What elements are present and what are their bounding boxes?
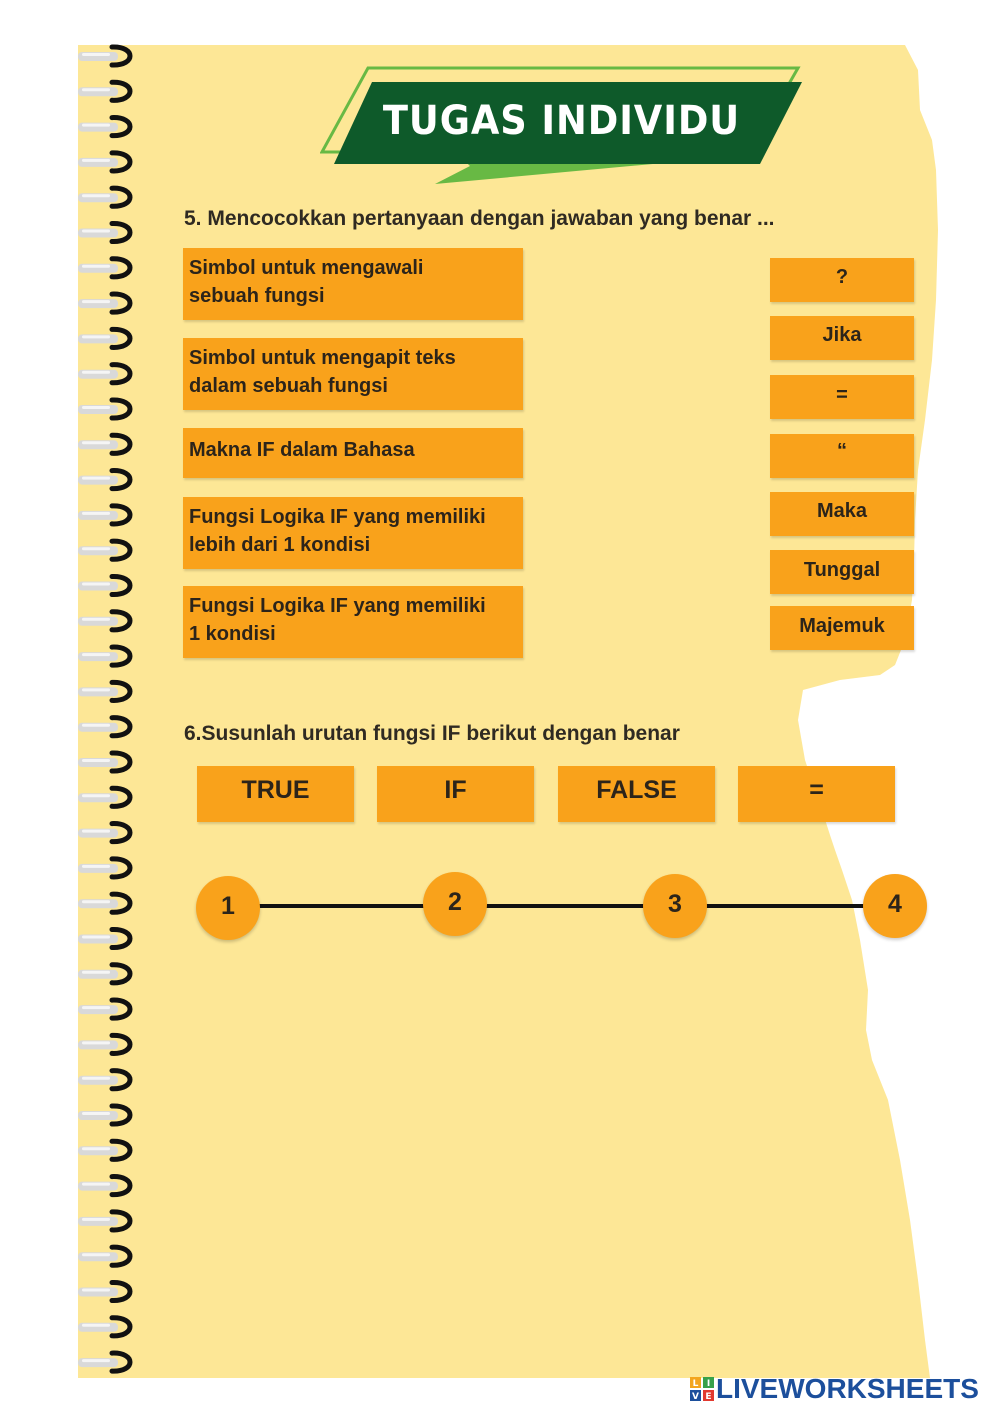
- liveworksheets-logo-icon: [690, 1377, 714, 1401]
- match-question-1-line2: sebuah fungsi: [189, 285, 325, 307]
- spiral-ring: [78, 894, 130, 912]
- svg-text:E: E: [705, 1392, 712, 1401]
- spiral-ring: [78, 1000, 130, 1018]
- svg-text:I: I: [706, 1379, 711, 1389]
- spiral-ring: [78, 1141, 130, 1159]
- match-answer-3[interactable]: =: [770, 375, 914, 419]
- spiral-ring: [78, 471, 130, 489]
- svg-text:V: V: [692, 1392, 699, 1401]
- spiral-ring: [78, 541, 130, 559]
- match-answer-4[interactable]: “: [770, 434, 914, 478]
- spiral-ring: [78, 1318, 130, 1336]
- spiral-ring: [78, 612, 130, 630]
- order-number-line: [195, 870, 935, 945]
- order-slot-3[interactable]: 3: [643, 874, 707, 938]
- spiral-ring: [78, 294, 130, 312]
- match-question-1[interactable]: [183, 248, 523, 320]
- spiral-ring: [78, 1353, 130, 1371]
- number-line-connector: [195, 870, 935, 945]
- spiral-ring: [78, 188, 130, 206]
- spiral-ring: [78, 965, 130, 983]
- spiral-ring: [78, 1035, 130, 1053]
- match-answer-1[interactable]: ?: [770, 258, 914, 302]
- match-question-4-line1: Fungsi Logika IF yang memiliki: [189, 506, 486, 528]
- match-answer-5[interactable]: Maka: [770, 492, 914, 536]
- spiral-ring: [78, 576, 130, 594]
- spiral-ring: [78, 1177, 130, 1195]
- order-option-false[interactable]: FALSE: [558, 766, 715, 822]
- spiral-ring: [78, 329, 130, 347]
- spiral-ring: [78, 435, 130, 453]
- match-question-3-line1: Makna IF dalam Bahasa: [189, 439, 415, 461]
- match-question-4-line2: lebih dari 1 kondisi: [189, 534, 371, 556]
- match-question-5-line2: 1 kondisi: [189, 623, 276, 645]
- match-question-2-line1: Simbol untuk mengapit teks: [189, 347, 456, 369]
- order-slot-1[interactable]: 1: [196, 876, 260, 940]
- spiral-ring: [78, 824, 130, 842]
- spiral-ring: [78, 647, 130, 665]
- match-question-5-line1: Fungsi Logika IF yang memiliki: [189, 595, 486, 617]
- liveworksheets-wordmark: LIVEWORKSHEETS: [716, 1373, 979, 1404]
- order-slot-4[interactable]: 4: [863, 874, 927, 938]
- spiral-binding: [78, 44, 148, 1384]
- spiral-ring: [78, 47, 130, 65]
- spiral-ring: [78, 506, 130, 524]
- match-answer-6[interactable]: Tunggal: [770, 550, 914, 594]
- spiral-ring: [78, 400, 130, 418]
- spiral-ring: [78, 682, 130, 700]
- spiral-ring: [78, 718, 130, 736]
- page-title: TUGAS INDIVIDU: [382, 98, 741, 144]
- question-6-heading: 6.Susunlah urutan fungsi IF berikut dengan benar: [184, 722, 680, 745]
- spiral-ring: [78, 859, 130, 877]
- spiral-ring: [78, 1071, 130, 1089]
- match-question-5[interactable]: [183, 586, 523, 658]
- match-question-1-line1: Simbol untuk mengawali: [189, 257, 424, 279]
- order-option-true[interactable]: TRUE: [197, 766, 354, 822]
- order-slot-2[interactable]: 2: [423, 872, 487, 936]
- question-5-heading: 5. Mencocokkan pertanyaan dengan jawaban yang benar ...: [184, 207, 775, 230]
- spiral-ring: [78, 223, 130, 241]
- spiral-ring: [78, 788, 130, 806]
- match-answer-2[interactable]: Jika: [770, 316, 914, 360]
- liveworksheets-brand: [690, 1372, 979, 1406]
- spiral-ring: [78, 929, 130, 947]
- spiral-ring: [78, 1247, 130, 1265]
- spiral-ring: [78, 259, 130, 277]
- match-question-4[interactable]: [183, 497, 523, 569]
- spiral-ring: [78, 1282, 130, 1300]
- order-option-if[interactable]: IF: [377, 766, 534, 822]
- spiral-ring: [78, 153, 130, 171]
- spiral-ring: [78, 753, 130, 771]
- match-question-3[interactable]: [183, 428, 523, 478]
- match-answer-7[interactable]: Majemuk: [770, 606, 914, 650]
- spiral-ring: [78, 365, 130, 383]
- svg-text:L: L: [692, 1379, 699, 1389]
- spiral-ring: [78, 1106, 130, 1124]
- match-question-2[interactable]: [183, 338, 523, 410]
- order-option-equals[interactable]: =: [738, 766, 895, 822]
- match-question-2-line2: dalam sebuah fungsi: [189, 375, 388, 397]
- spiral-ring: [78, 1212, 130, 1230]
